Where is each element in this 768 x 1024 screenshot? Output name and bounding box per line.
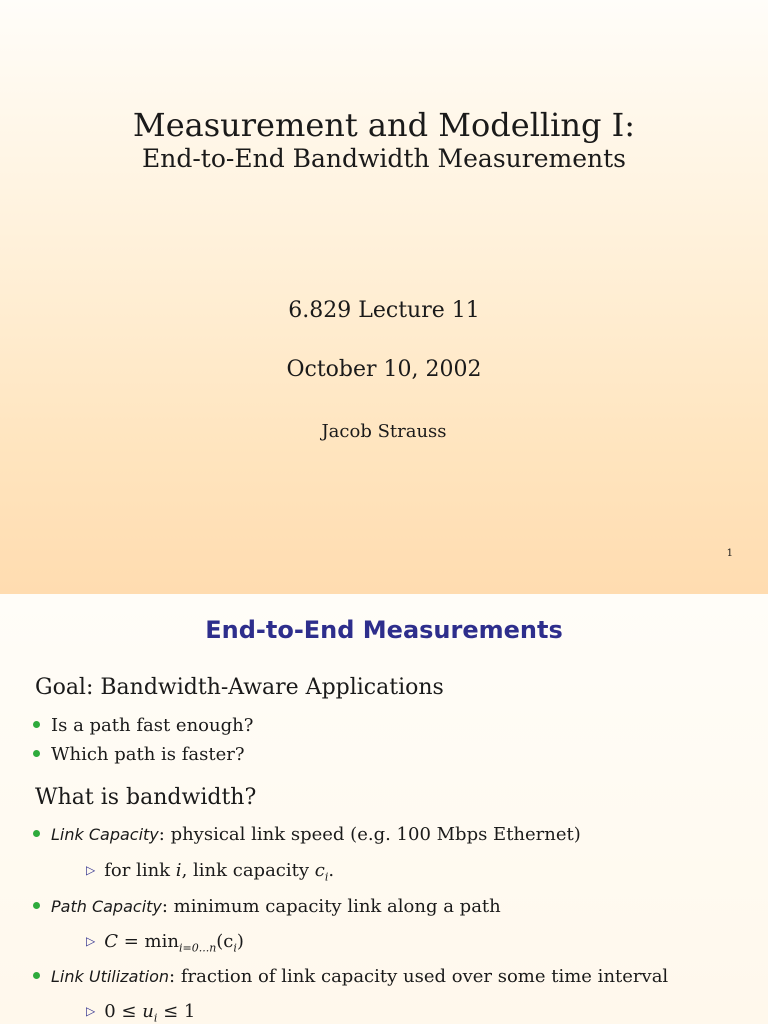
bandwidth-heading: What is bandwidth? [35,785,257,810]
list-item [33,715,253,736]
term-label: Link Capacity [51,825,159,844]
bullet-dot-icon [33,972,40,979]
term-description: : minimum capacity link along a path [161,896,501,917]
bullet-dot-icon [33,750,40,757]
content-slide [0,594,768,1024]
bullet-dot-icon [33,830,40,837]
sub-item: ▷ for link i, link capacity $c_i$. [86,860,335,884]
bullet-text: Is a path fast enough? [51,715,254,736]
triangle-bullet-icon: ▷ [86,863,96,877]
slide-heading: End-to-End Measurements [205,616,563,644]
sub-item: ▷ $0 \le u_i \le 1$ [86,1001,196,1024]
list-item [33,824,581,845]
term-description: : fraction of link capacity used over some time interval [169,966,669,987]
goal-heading: Goal: Bandwidth-Aware Applications [35,675,444,700]
bullet-text: Which path is faster? [51,744,245,765]
term-label: Path Capacity [51,897,162,916]
bullet-dot-icon [33,721,40,728]
list-item [33,966,668,987]
author-name: Jacob Strauss [321,421,447,442]
list-item [33,744,245,765]
lecture-date: October 10, 2002 [286,357,482,382]
triangle-bullet-icon: ▷ [86,1004,96,1018]
course-label: 6.829 Lecture 11 [288,298,480,323]
bullet-dot-icon [33,902,40,909]
slide-subtitle: End-to-End Bandwidth Measurements [142,144,626,173]
sub-item: ▷ $C = \min_{i=0...n}(c_i)$ [86,931,244,955]
term-description: : physical link speed (e.g. 100 Mbps Ethernet) [158,824,581,845]
slide-title: Measurement and Modelling I: [132,106,636,144]
triangle-bullet-icon: ▷ [86,934,96,948]
list-item [33,896,501,917]
page-number: 1 [726,548,733,559]
term-label: Link Utilization [51,967,170,986]
